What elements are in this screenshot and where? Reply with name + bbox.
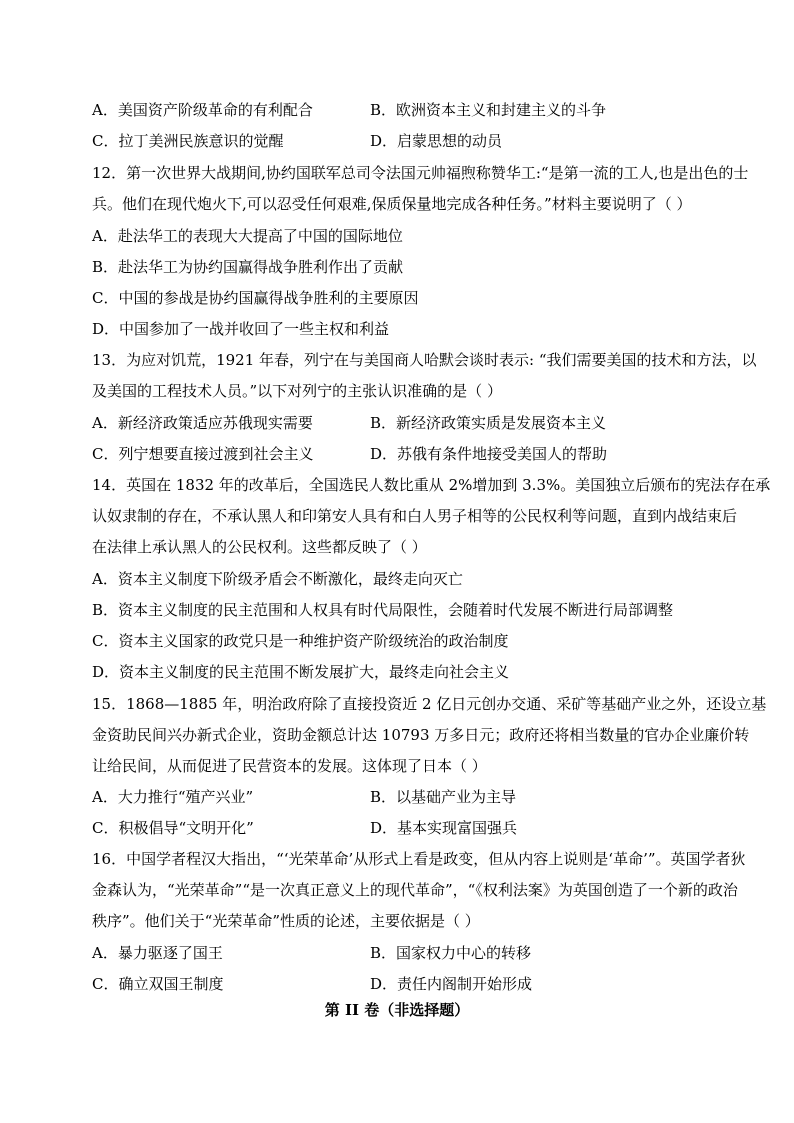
q16-option-a[interactable]: A．暴力驱逐了国王 [92,944,223,962]
q14-option-b[interactable]: B．资本主义制度的民主范围和人权具有时代局限性，会随着时代发展不断进行局部调整 [92,601,674,619]
q11-option-a[interactable]: A．美国资产阶级革命的有利配合 [92,101,313,119]
q16-stem-line-3: 秩序”。他们关于“光荣革命”性质的论述，主要依据是（ ） [92,912,480,930]
q13-stem-line-1: 13．为应对饥荒，1921 年春，列宁在与美国商人哈默会谈时表示: “我们需要美国的技术和方法，以 [92,351,757,369]
q15-stem-line-3: 让给民间，从而促进了民营资本的发展。这体现了日本（ ） [92,757,487,775]
q11-option-b[interactable]: B．欧洲资本主义和封建主义的斗争 [370,101,607,119]
q12-option-c[interactable]: C．中国的参战是协约国赢得战争胜利的主要原因 [92,289,419,307]
q12-stem-line-2: 兵。他们在现代炮火下,可以忍受任何艰难,保质保量地完成各种任务。”材料主要说明了（ ） [92,195,692,213]
section-title: 第 II 卷（非选择题） [324,1001,470,1019]
q15-option-c[interactable]: C．积极倡导“文明开化” [92,819,254,837]
q15-stem-line-1: 15．1868—1885 年，明治政府除了直接投资近 2 亿日元创办交通、采矿等基础产业之外，还设立基 [92,695,767,713]
q13-option-d[interactable]: D．苏俄有条件地接受美国人的帮助 [370,445,608,463]
q14-stem-line-1: 14．英国在 1832 年的改革后，全国选民人数比重从 2%增加到 3.3%。美国独立后颁布的宪法存在承 [92,476,771,494]
q16-stem-line-1: 16．中国学者程汉大指出，“‘光荣革命’从形式上看是政变，但从内容上说则是‘革命’”。英国学者狄 [92,850,746,868]
q14-stem-line-2: 认奴隶制的存在，不承认黑人和印第安人具有和白人男子相等的公民权利等问题，直到内战结束后 [92,507,738,525]
q13-option-b[interactable]: B．新经济政策实质是发展资本主义 [370,414,607,432]
q13-option-c[interactable]: C．列宁想要直接过渡到社会主义 [92,445,314,463]
q12-stem-line-1: 12．第一次世界大战期间,协约国联军总司令法国元帅福煦称赞华工:“是第一流的工人,也是出色的士 [92,164,749,182]
q14-option-c[interactable]: C．资本主义国家的政党只是一种维护资产阶级统治的政治制度 [92,632,509,650]
q13-option-a[interactable]: A．新经济政策适应苏俄现实需要 [92,414,313,432]
q15-option-a[interactable]: A．大力推行“殖产兴业” [92,788,254,806]
q16-option-c[interactable]: C．确立双国王制度 [92,975,224,993]
q16-option-d[interactable]: D．责任内阁制开始形成 [370,975,533,993]
q13-stem-line-2: 及美国的工程技术人员。”以下对列宁的主张认识准确的是（ ） [92,382,502,400]
q12-option-d[interactable]: D．中国参加了一战并收回了一些主权和利益 [92,320,390,338]
q11-option-d[interactable]: D．启蒙思想的动员 [370,132,503,150]
q12-option-a[interactable]: A．赴法华工的表现大大提高了中国的国际地位 [92,227,403,245]
q15-option-b[interactable]: B．以基础产业为主导 [370,788,517,806]
q15-option-d[interactable]: D．基本实现富国强兵 [370,819,518,837]
q15-stem-line-2: 金资助民间兴办新式企业，资助金额总计达 10793 万多日元；政府还将相当数量的官办企业廉价转 [92,726,750,744]
q14-option-a[interactable]: A．资本主义制度下阶级矛盾会不断激化，最终走向灭亡 [92,570,463,588]
q16-stem-line-2: 金森认为，“光荣革命”“是一次真正意义上的现代革命”，“《权利法案》为英国创造了一个新的政治 [92,881,738,899]
q16-option-b[interactable]: B．国家权力中心的转移 [370,944,532,962]
q14-stem-line-3: 在法律上承认黑人的公民权利。这些都反映了（ ） [92,538,427,556]
q14-option-d[interactable]: D．资本主义制度的民主范围不断发展扩大，最终走向社会主义 [92,663,510,681]
q12-option-b[interactable]: B．赴法华工为协约国赢得战争胜利作出了贡献 [92,258,404,276]
q11-option-c[interactable]: C．拉丁美洲民族意识的觉醒 [92,132,284,150]
